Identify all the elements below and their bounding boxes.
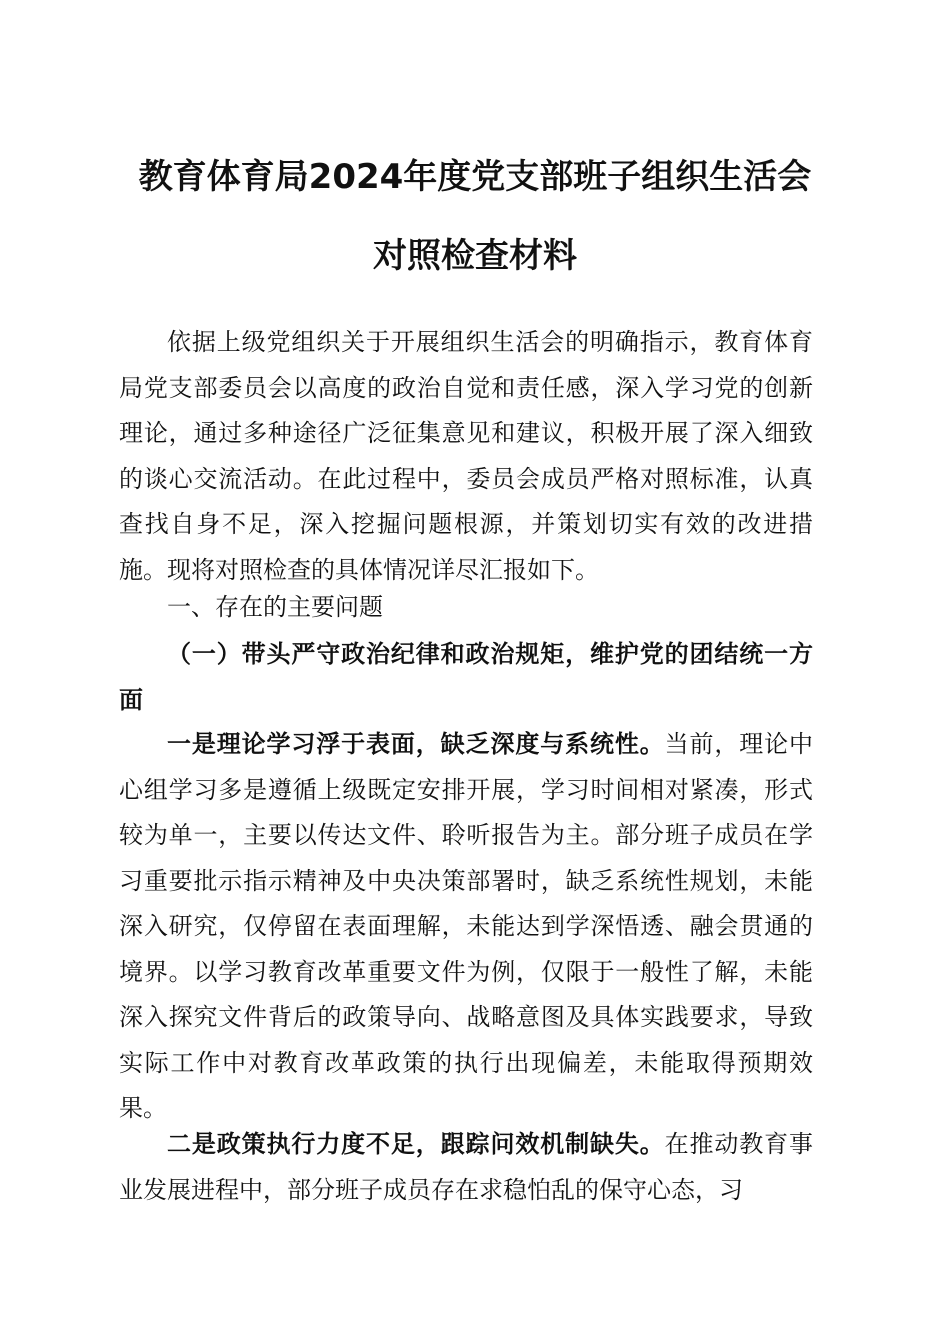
intro-paragraph (119, 320, 813, 593)
point-1-lead: 一是理论学习浮于表面，缺乏深度与系统性。 (167, 730, 665, 758)
document-title-line1: 教育体育局2024年度党支部班子组织生活会 (138, 157, 812, 197)
point-2-body: 在推动教育事业发展进程中，部分班子成员存在求稳怕乱的保守心态，习 (119, 1130, 814, 1204)
point-2-lead: 二是政策执行力度不足，跟踪问效机制缺失。 (167, 1130, 665, 1158)
subsection-heading-political-discipline: （一）带头严守政治纪律和政治规矩，维护党的团结统一方面 (119, 640, 813, 714)
point-paragraph-2 (119, 1122, 813, 1213)
document-title-line2: 对照检查材料 (373, 236, 577, 276)
intro-text: 依据上级党组织关于开展组织生活会的明确指示，教育体育局党支部委员会以高度的政治自觉和责任感，深入学习党的创新理论，通过多种途径广泛征集意见和建议，积极开展了深入细致的谈心交流活动。在此过程中，委员会成员严格对照标准，认真查找自身不足，深入挖掘问题根源，并策划切实有效的改进措施。现将对照检查的具体情况详尽汇报如下。 (119, 328, 813, 584)
section-heading-main-problems: 一、存在的主要问题 (167, 593, 383, 621)
point-1-body: 当前，理论中心组学习多是遵循上级既定安排开展，学习时间相对紧凑，形式较为单一，主要以传达文件、聆听报告为主。部分班子成员在学习重要批示指示精神及中央决策部署时，缺乏系统性规划，未能深入研究，仅停留在表面理解，未能达到学深悟透、融会贯通的境界。以学习教育改革重要文件为例，仅限于一般性了解，未能深入探究文件背后的政策导向、战略意图及具体实践要求，导致实际工作中对教育改革政策的执行出现偏差，未能取得预期效果。 (119, 730, 814, 1122)
point-paragraph-1 (119, 722, 813, 1132)
